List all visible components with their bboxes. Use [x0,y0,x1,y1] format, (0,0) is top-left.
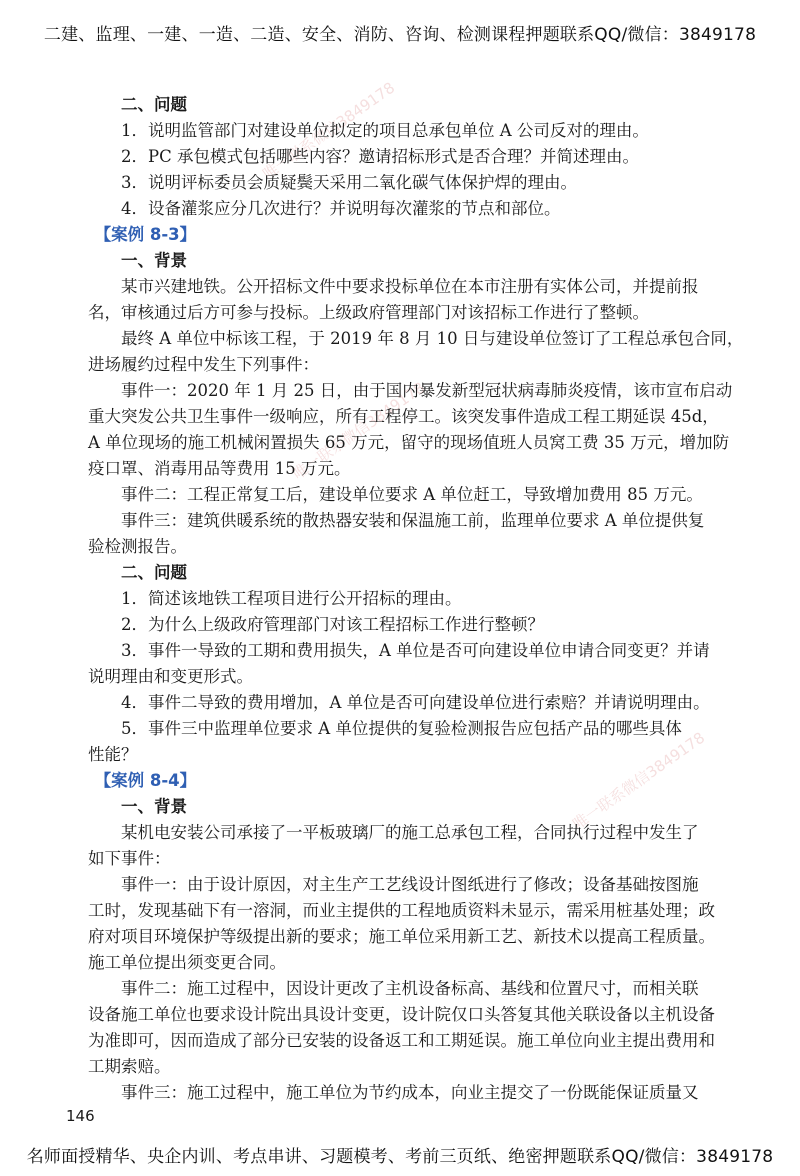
question-5-cont: 性能？ [88,745,138,764]
paragraph-line: 名，审核通过后方可参与投标。上级政府管理部门对该招标工作进行了整顿。 [88,303,649,322]
question-2: 2．为什么上级政府管理部门对该工程招标工作进行整顿？ [121,615,544,634]
document-body [88,92,744,1106]
paragraph-line: 府对项目环境保护等级提出新的要求；施工单位采用新工艺、新技术以提高工程质量。 [88,927,715,946]
question-5: 5．事件三中监理单位要求 A 单位提供的复验检测报告应包括产品的哪些具体 [121,719,682,738]
paragraph-line: 事件一：2020 年 1 月 25 日，由于国内暴发新型冠状病毒肺炎疫情，该市宣布启动 [121,381,733,400]
paragraph-line: 工期索赔。 [88,1057,171,1076]
paragraph-line: 事件二：施工过程中，因设计更改了主机设备标高、基线和位置尺寸，而相关联 [121,979,699,998]
question-4: 4．事件二导致的费用增加，A 单位是否可向建设单位进行索赔？并请说明理由。 [121,693,710,712]
paragraph-line: 施工单位提出须变更合同。 [88,953,286,972]
paragraph-line: 事件二：工程正常复工后，建设单位要求 A 单位赶工，导致增加费用 85 万元。 [121,485,703,504]
paragraph-line: 设备施工单位也要求设计院出具设计变更，设计院仅口头答复其他关联设备以主机设备 [88,1005,715,1024]
paragraph-line: 如下事件： [88,849,171,868]
paragraph-line: 最终 A 单位中标该工程，于 2019 年 8 月 10 日与建设单位签订了工程总承包合同， [121,329,744,348]
paragraph-line: 疫口罩、消毒用品等费用 15 万元。 [88,459,351,478]
question-3-cont: 说明理由和变更形式。 [88,667,253,686]
paragraph-line: 工时，发现基础下有一溶洞，而业主提供的工程地质资料未显示，需采用桩基处理；政 [88,901,715,920]
header-banner: 二建、监理、一建、一造、二造、安全、消防、咨询、检测课程押题联系QQ/微信：3849178 [43,25,757,45]
section-heading: 二、问题 [121,95,187,114]
section-heading: 一、背景 [121,797,187,816]
paragraph-line: 事件三：建筑供暖系统的散热器安装和保温施工前，监理单位要求 A 单位提供复 [121,511,705,530]
question-4: 4．设备灌浆应分几次进行？并说明每次灌浆的节点和部位。 [121,199,561,218]
paragraph-line: 进场履约过程中发生下列事件： [88,355,319,374]
paragraph-line: 事件三：施工过程中，施工单位为节约成本，向业主提交了一份既能保证质量又 [121,1083,699,1102]
paragraph-line: 事件一：由于设计原因，对主生产工艺线设计图纸进行了修改；设备基础按图施 [121,875,699,894]
question-2: 2．PC 承包模式包括哪些内容？邀请招标形式是否合理？并简述理由。 [121,147,639,166]
page-number: 146 [66,1107,95,1125]
watermark: 唯一联系微信3849178 [289,378,429,484]
paragraph-line: 验检测报告。 [88,537,187,556]
question-1: 1．说明监管部门对建设单位拟定的项目总承包单位 A 公司反对的理由。 [121,121,649,140]
watermark: 唯一联系微信3849178 [259,78,399,184]
paragraph-line: 为准即可，因而造成了部分已安装的设备返工和工期延误。施工单位向业主提出费用和 [88,1031,715,1050]
case-title: 【案例 8-4】 [94,771,197,790]
paragraph-line: 某市兴建地铁。公开招标文件中要求投标单位在本市注册有实体公司，并提前报 [121,277,699,296]
section-heading: 一、背景 [121,251,187,270]
case-title: 【案例 8-3】 [94,225,197,244]
watermark: 唯一联系微信3849178 [569,728,709,834]
question-3: 3．事件一导致的工期和费用损失，A 单位是否可向建设单位申请合同变更？并请 [121,641,710,660]
paragraph-line: A 单位现场的施工机械闲置损失 65 万元，留守的现场值班人员窝工费 35 万元，增加防 [88,433,730,452]
question-3: 3．说明评标委员会质疑鬓天采用二氧化碳气体保护焊的理由。 [121,173,577,192]
question-1: 1．简述该地铁工程项目进行公开招标的理由。 [121,589,462,608]
section-heading: 二、问题 [121,563,187,582]
paragraph-line: 某机电安装公司承接了一平板玻璃厂的施工总承包工程，合同执行过程中发生了 [121,823,699,842]
footer-banner: 名师面授精华、央企内训、考点串讲、习题模考、考前三页纸、绝密押题联系QQ/微信：3849178 [26,1147,774,1167]
paragraph-line: 重大突发公共卫生事件一级响应，所有工程停工。该突发事件造成工程工期延误 45d， [88,407,719,426]
